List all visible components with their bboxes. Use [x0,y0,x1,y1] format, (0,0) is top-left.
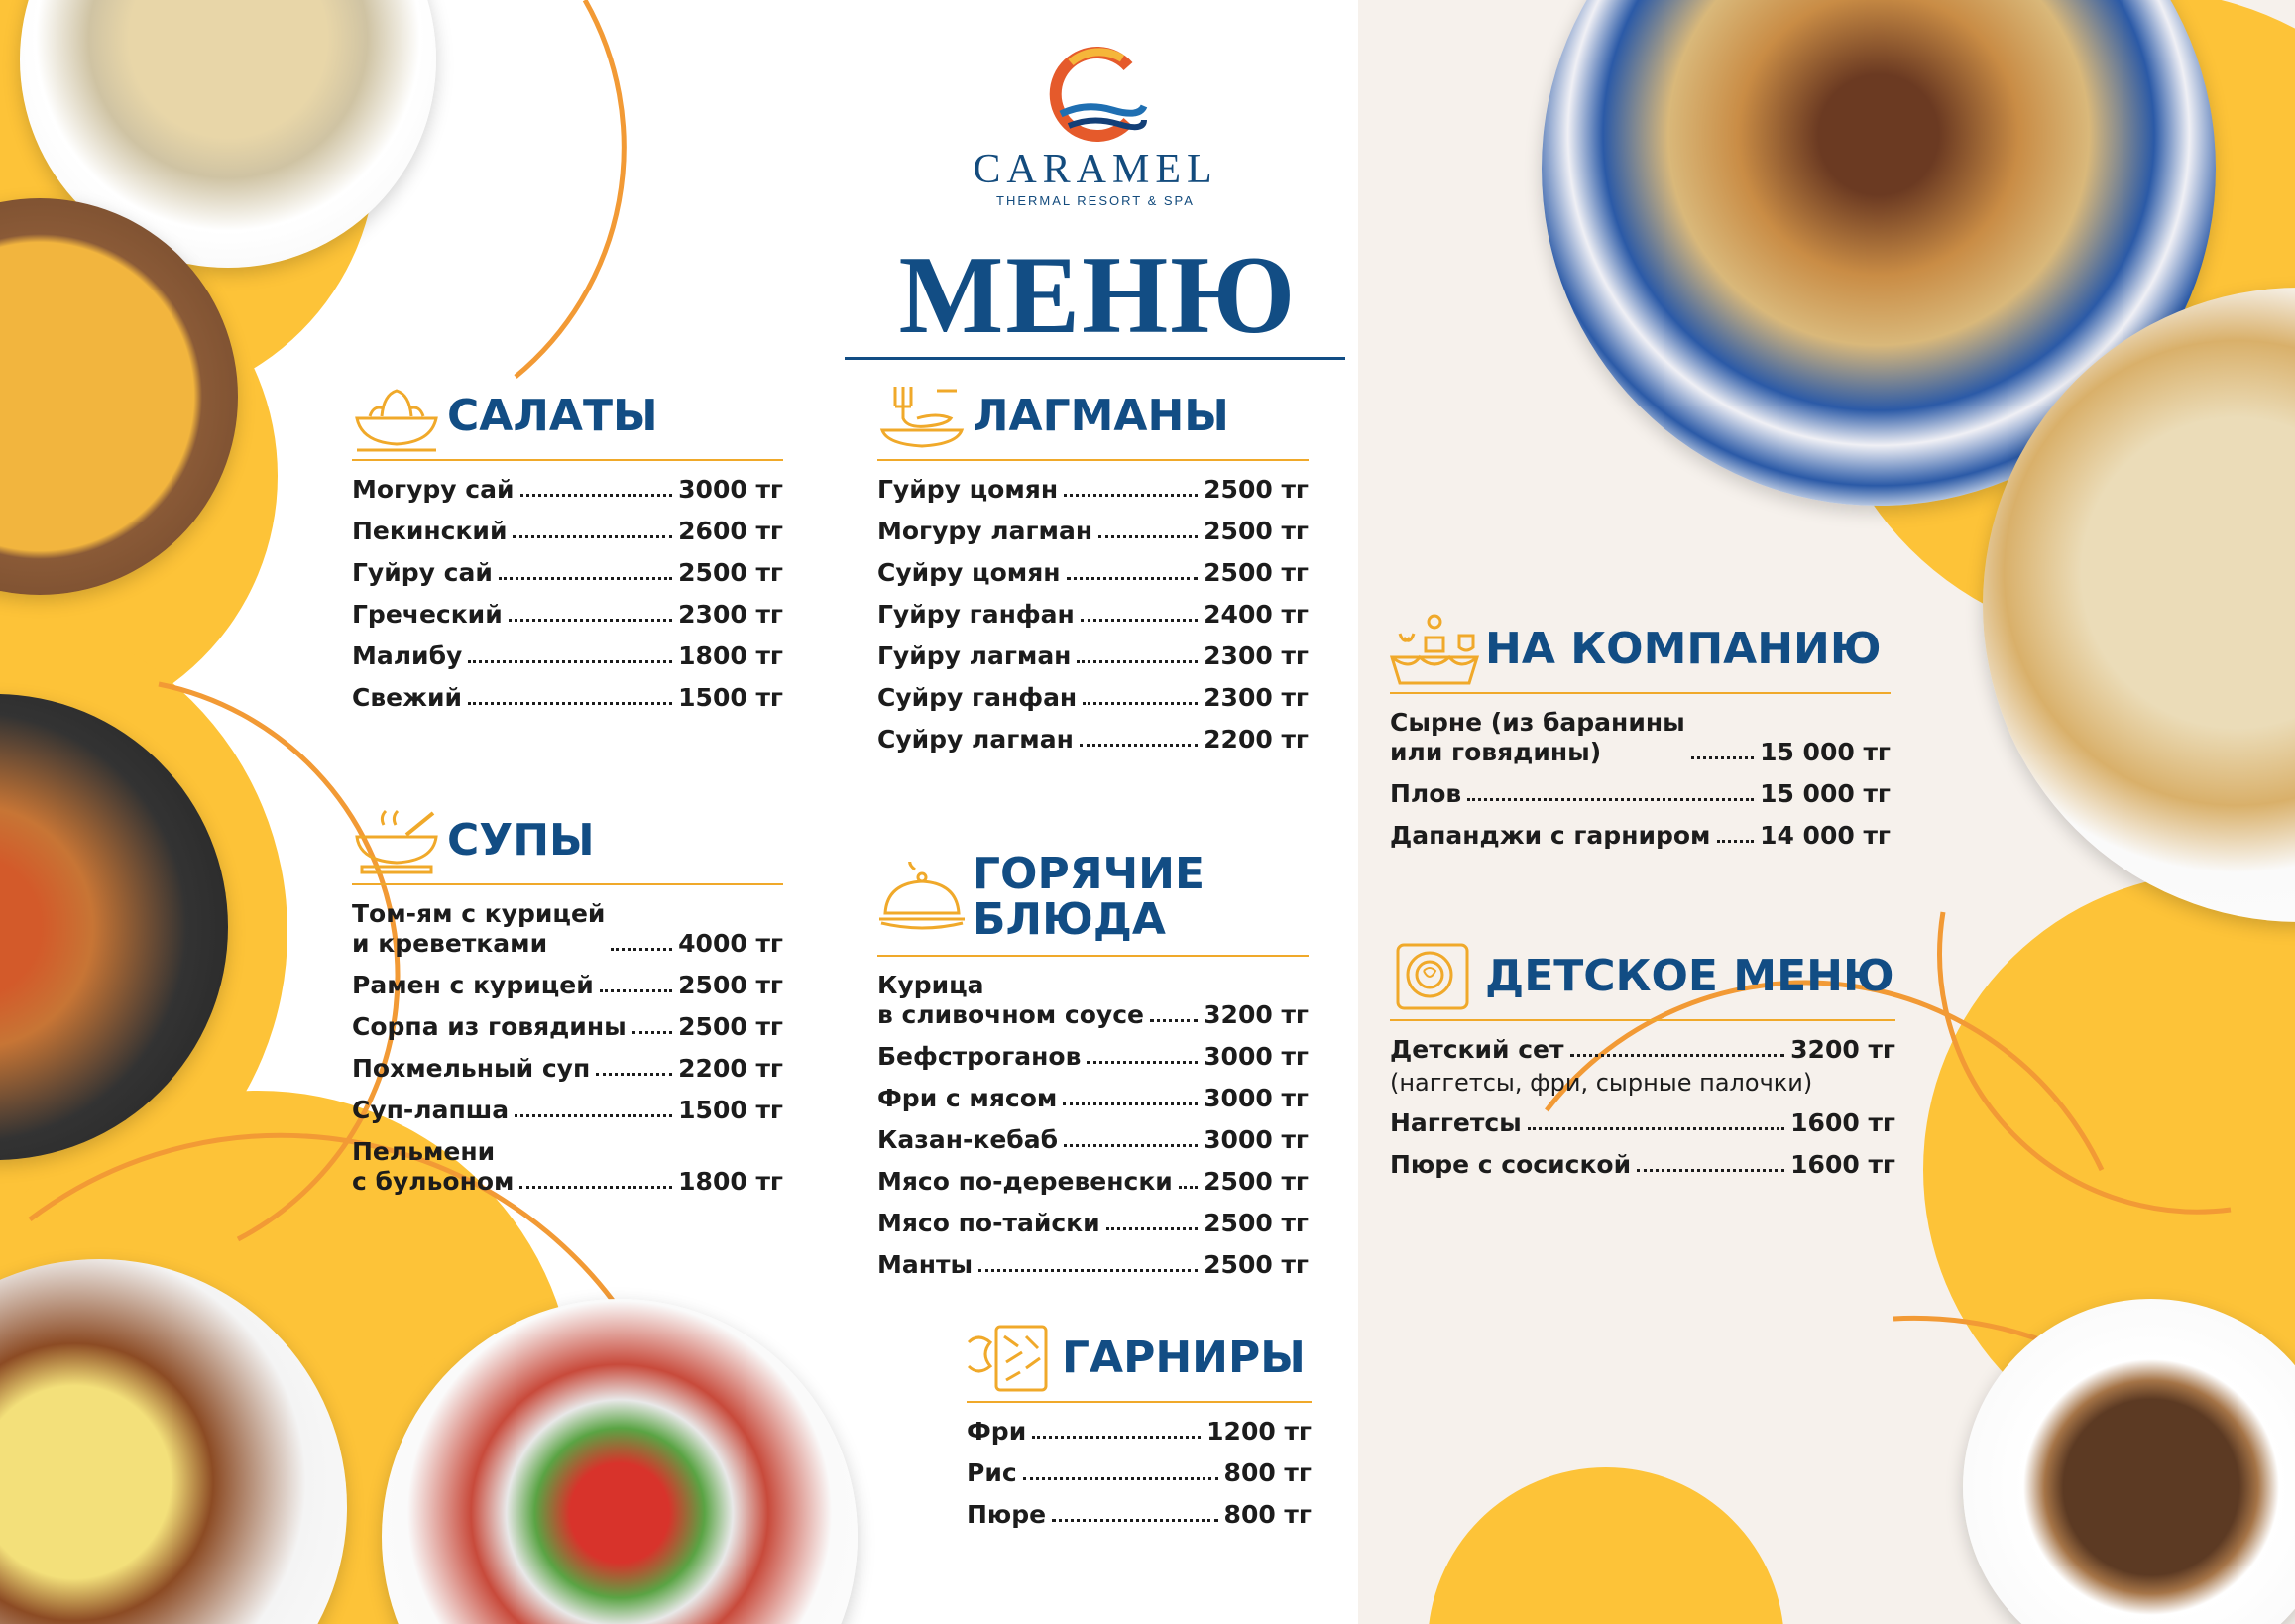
item-note: (наггетсы, фри, сырные палочки) [1390,1069,1813,1097]
section-rule [352,459,783,461]
item-name: Гуйру ганфан [877,600,1075,629]
menu-item [352,899,783,959]
item-price: 2500 тг [1204,475,1309,504]
hot-dishes-list [877,971,1309,1280]
item-name: Могуру сай [352,475,515,504]
menu-item [967,1500,1312,1530]
item-price: 1600 тг [1790,1108,1895,1137]
item-price: 2200 тг [1204,725,1309,754]
item-price: 3000 тг [1204,1125,1309,1154]
salad-bowl-icon [352,381,441,452]
menu-item [877,725,1309,754]
brand-logo [932,45,1259,233]
fries-box-icon [967,1323,1056,1394]
item-price: 2500 тг [1204,558,1309,587]
menu-item [877,475,1309,505]
menu-item [352,1012,783,1042]
menu-item [877,600,1309,630]
item-name: Фри [967,1417,1027,1446]
item-price: 2600 тг [678,517,783,545]
sides-list [967,1417,1312,1530]
item-price: 2300 тг [678,600,783,629]
item-name: Гуйру сай [352,558,493,587]
menu-item [352,600,783,630]
kids-list [1390,1035,1895,1180]
menu-item [352,1137,783,1197]
item-price: 2500 тг [678,971,783,999]
section-title-soups: СУПЫ [447,814,595,866]
menu-item [877,683,1309,713]
menu-title: МЕНЮ [898,234,1298,357]
section-title-lagman: ЛАГМАНЫ [973,390,1229,441]
item-price: 2200 тг [678,1054,783,1083]
item-name: Мясо по-тайски [877,1209,1100,1237]
item-name: Фри с мясом [877,1084,1058,1112]
menu-item [352,1096,783,1125]
menu-item [877,1042,1309,1072]
item-name: Пюре с сосиской [1390,1150,1632,1179]
menu-item [1390,708,1891,767]
item-price: 1200 тг [1206,1417,1312,1446]
item-name: Детский сет [1390,1035,1564,1064]
item-name: Суйру лагман [877,725,1074,754]
item-name: Гуйру лагман [877,641,1072,670]
item-price: 2300 тг [1204,683,1309,712]
item-name: Могуру лагман [877,517,1093,545]
item-name: Сырне (из баранины или говядины) [1390,708,1685,766]
item-name: Сорпа из говядины [352,1012,627,1041]
section-lagman [877,382,1309,766]
menu-item [877,517,1309,546]
menu-item [1390,779,1891,809]
lagman-list [877,475,1309,754]
item-price: 2300 тг [1204,641,1309,670]
section-kids-menu [1390,942,1895,1192]
item-price: 3000 тг [1204,1042,1309,1071]
item-name: Пюре [967,1500,1047,1529]
menu-item [877,1084,1309,1113]
item-name: Суп-лапша [352,1096,510,1124]
section-for-company [1390,615,1891,863]
soup-bowl-icon [352,805,441,876]
item-name: Греческий [352,600,503,629]
item-price: 3000 тг [678,475,783,504]
item-name: Похмельный суп [352,1054,591,1083]
item-name: Гуйру цомян [877,475,1059,504]
item-price: 14 000 тг [1760,821,1891,850]
item-price: 1800 тг [678,641,783,670]
menu-item [877,1167,1309,1197]
caramel-c-logo-icon [1041,45,1150,144]
item-price: 2400 тг [1204,600,1309,629]
item-price: 2500 тг [1204,1167,1309,1196]
item-name: Рис [967,1458,1017,1487]
item-name: Пельмени с бульоном [352,1137,515,1196]
section-title-kids-menu: ДЕТСКОЕ МЕНЮ [1485,950,1894,1001]
item-price: 3200 тг [1204,1000,1309,1029]
item-name: Бефстроганов [877,1042,1082,1071]
item-price: 1600 тг [1790,1150,1895,1179]
item-price: 15 000 тг [1760,779,1891,808]
item-name: Суйру цомян [877,558,1061,587]
menu-item [352,558,783,588]
menu-item [877,558,1309,588]
item-name: Казан-кебаб [877,1125,1059,1154]
cloche-icon [877,862,967,933]
menu-item [352,641,783,671]
item-price: 3200 тг [1790,1035,1895,1064]
menu-item [352,1054,783,1084]
item-name: Том-ям с курицей и креветками [352,899,606,958]
section-salads [352,382,783,725]
brand-name: CARAMEL [973,147,1218,192]
menu-item [1390,1108,1895,1138]
item-price: 1800 тг [678,1167,783,1196]
salads-list [352,475,783,713]
section-rule [1390,692,1891,694]
item-price: 2500 тг [1204,1209,1309,1237]
item-price: 15 000 тг [1760,738,1891,766]
item-price: 3000 тг [1204,1084,1309,1112]
menu-item [352,517,783,546]
section-rule [877,955,1309,957]
menu-item [352,475,783,505]
section-title-salads: САЛАТЫ [447,390,658,441]
item-name: Пекинский [352,517,508,545]
item-price: 1500 тг [678,1096,783,1124]
item-name: Рамен с курицей [352,971,594,999]
item-price: 1500 тг [678,683,783,712]
brand-tagline: THERMAL RESORT & SPA [996,193,1195,208]
soups-list [352,899,783,1197]
item-price: 2500 тг [1204,517,1309,545]
item-name: Малибу [352,641,463,670]
item-price: 800 тг [1223,1458,1312,1487]
section-hot-dishes [877,848,1309,1292]
menu-item [877,971,1309,1030]
menu-item [877,1250,1309,1280]
dining-table-icon [1390,614,1479,685]
item-price: 800 тг [1223,1500,1312,1529]
section-sides [967,1324,1312,1542]
section-rule [1390,1019,1895,1021]
item-name: Плов [1390,779,1462,808]
menu-item [352,683,783,713]
menu-item [877,641,1309,671]
item-price: 2500 тг [678,558,783,587]
menu-item [967,1458,1312,1488]
kids-plate-icon [1390,941,1479,1012]
item-name: Свежий [352,683,463,712]
section-rule [877,459,1309,461]
menu-item [1390,821,1891,851]
noodles-fork-icon [877,381,967,452]
item-name: Наггетсы [1390,1108,1522,1137]
menu-item [877,1209,1309,1238]
section-title-hot-dishes: ГОРЯЧИЕ БЛЮДА [973,848,1205,945]
item-name: Курица в сливочном соусе [877,971,1144,1029]
section-rule [352,883,783,885]
item-name: Мясо по-деревенски [877,1167,1173,1196]
section-rule [967,1401,1312,1403]
item-name: Дапанджи с гарниром [1390,821,1711,850]
menu-item [352,971,783,1000]
item-price: 2500 тг [1204,1250,1309,1279]
section-title-for-company: НА КОМПАНИЮ [1485,623,1882,674]
menu-item [877,1125,1309,1155]
title-underline [845,357,1345,360]
item-price: 4000 тг [678,929,783,958]
section-title-sides: ГАРНИРЫ [1062,1332,1306,1383]
item-name: Суйру ганфан [877,683,1078,712]
company-list [1390,708,1891,851]
section-soups [352,806,783,1209]
item-name: Манты [877,1250,974,1279]
menu-item [967,1417,1312,1447]
menu-item [1390,1150,1895,1180]
menu-item [1390,1035,1895,1065]
item-price: 2500 тг [678,1012,783,1041]
